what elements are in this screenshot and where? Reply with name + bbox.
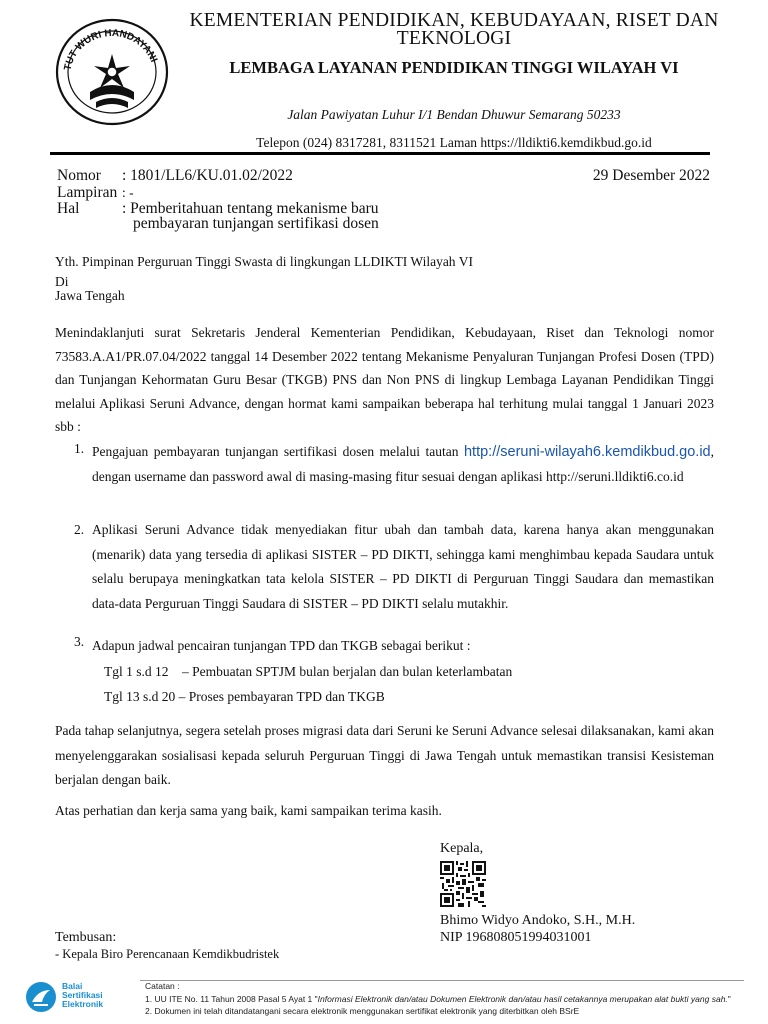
lampiran-value: : -: [122, 185, 134, 200]
note-1-pre: 1. UU ITE No. 11 Tahun 2008 Pasal 5 Ayat 1 ": [145, 994, 318, 1004]
schedule-line-1: Tgl 1 s.d 12 – Pembuatan SPTJM bulan berjalan dan bulan keterlambatan: [104, 664, 513, 679]
letterhead-rule: [50, 152, 710, 155]
ministry-name: KEMENTERIAN PENDIDIKAN, KEBUDAYAAN, RISET DAN TEKNOLOGI: [189, 10, 719, 49]
closing-thanks: Atas perhatian dan kerja sama yang baik, kami sampaikan terima kasih.: [55, 803, 442, 818]
footer-note-2: 2. Dokumen ini telah ditandatangani secara elektronik menggunakan sertifikat elektronik yang diterbitkan oleh BSrE: [145, 1006, 580, 1016]
recipient-line-1: Yth. Pimpinan Perguruan Tinggi Swasta di lingkungan LLDIKTI Wilayah VI: [55, 254, 473, 269]
item-1-text: [92, 440, 714, 489]
note-1-italic: Informasi Elektronik dan/atau Dokumen Elektronik dan/atau hasil cetakannya merupakan alat bukti yang sah.: [317, 994, 728, 1004]
institution-contact: Telepon (024) 8317281, 8311521 Laman https://lldikti6.kemdikbud.go.id: [256, 135, 652, 150]
institution-address: Jalan Pawiyatan Luhur I/1 Bendan Dhuwur Semarang 50233: [287, 107, 621, 122]
lampiran-label: Lampiran: [57, 184, 118, 201]
bsre-line-1: Balai: [62, 981, 83, 991]
seruni-wilayah6-link[interactable]: http://seruni-wilayah6.kemdikbud.go.id: [463, 444, 711, 460]
svg-text:TUT WURI HANDAYANI: TUT WURI HANDAYANI: [62, 27, 160, 72]
nomor-value: : 1801/LL6/KU.01.02/2022: [122, 167, 293, 184]
nomor-label: Nomor: [57, 167, 101, 184]
bsre-logo-icon: [24, 980, 58, 1014]
item-1-number: 1.: [74, 441, 85, 456]
recipient-line-2: Di: [55, 274, 69, 289]
signature-title: Kepala,: [440, 841, 484, 856]
item-1-pre: Pengajuan pembayaran tunjangan sertifikasi dosen melalui tautan: [92, 444, 464, 459]
institution-name: LEMBAGA LAYANAN PENDIDIKAN TINGGI WILAYAH VI: [229, 58, 679, 77]
closing-paragraph: Pada tahap selanjutnya, segera setelah proses migrasi data dari Seruni ke Seruni Advance selesai dilaksanakan, kami akan menyelenggarakan sosialisasi kepada seluruh Perguruan Tinggi di Jawa Tengah untuk memastikan transisi Kesisteman berjalan dengan baik.: [55, 723, 714, 787]
signatory-nip: NIP 196808051994031001: [440, 930, 592, 945]
cc-label: Tembusan:: [55, 930, 117, 945]
hal-label: Hal: [57, 200, 80, 217]
qr-code: [440, 861, 486, 907]
signatory-name: Bhimo Widyo Andoko, S.H., M.H.: [440, 913, 636, 928]
footer-note-1: [145, 994, 731, 1004]
cc-item: - Kepala Biro Perencanaan Kemdikbudristek: [55, 947, 280, 961]
bsre-name: [62, 982, 103, 1009]
hal-value-1: : Pemberitahuan tentang mekanisme baru: [122, 200, 379, 217]
item-1-post: , dengan username dan password awal di masing-masing fitur sesuai dengan aplikasi http://seruni.lldikti6.co.id: [92, 444, 714, 484]
item-3-number: 3.: [74, 634, 85, 649]
footer-rule: [140, 980, 744, 981]
note-1-post: ": [727, 994, 731, 1004]
bsre-line-3: Elektronik: [62, 999, 104, 1009]
item-2-text: Aplikasi Seruni Advance tidak menyediakan fitur ubah dan tambah data, karena hanya akan menggunakan (menarik) data yang tersedia di aplikasi SISTER – PD DIKTI, sehingga kami menghimbau kepada Saudara untuk selalu berupaya meningkatkan tata kelola SISTER – PD DIKTI di Perguruan Tinggi Saudara dan memastikan data-data Perguruan Tinggi Saudara di SISTER – PD DIKTI selalu mutakhir.: [92, 522, 714, 611]
schedule-line-2: Tgl 13 s.d 20 – Proses pembayaran TPD dan TKGB: [104, 689, 385, 704]
catatan-label: Catatan :: [145, 981, 180, 991]
tut-wuri-handayani-logo: [52, 14, 172, 134]
hal-value-2: pembayaran tunjangan sertifikasi dosen: [133, 215, 379, 232]
letter-date: 29 Desember 2022: [592, 167, 710, 184]
recipient-line-3: Jawa Tengah: [55, 288, 125, 303]
item-3-text: Adapun jadwal pencairan tunjangan TPD dan TKGB sebagai berikut :: [92, 638, 471, 653]
bsre-line-2: Sertifikasi: [62, 990, 103, 1000]
intro-paragraph: Menindaklanjuti surat Sekretaris Jenderal Kementerian Pendidikan, Kebudayaan, Riset dan Teknologi nomor 73583.A.A1/PR.07.04/2022 tanggal 14 Desember 2022 tentang Mekanisme Penyaluran Tunjangan Profesi Dosen (TPD) dan Tunjangan Kehormatan Guru Besar (TKGB) PNS dan Non PNS di lingkup Lembaga Layanan Pendidikan Tinggi melalui Aplikasi Seruni Advance, dengan hormat kami sampaikan beberapa hal terhitung mulai tanggal 1 Januari 2023 sbb :: [55, 325, 714, 434]
item-2-number: 2.: [74, 522, 85, 537]
